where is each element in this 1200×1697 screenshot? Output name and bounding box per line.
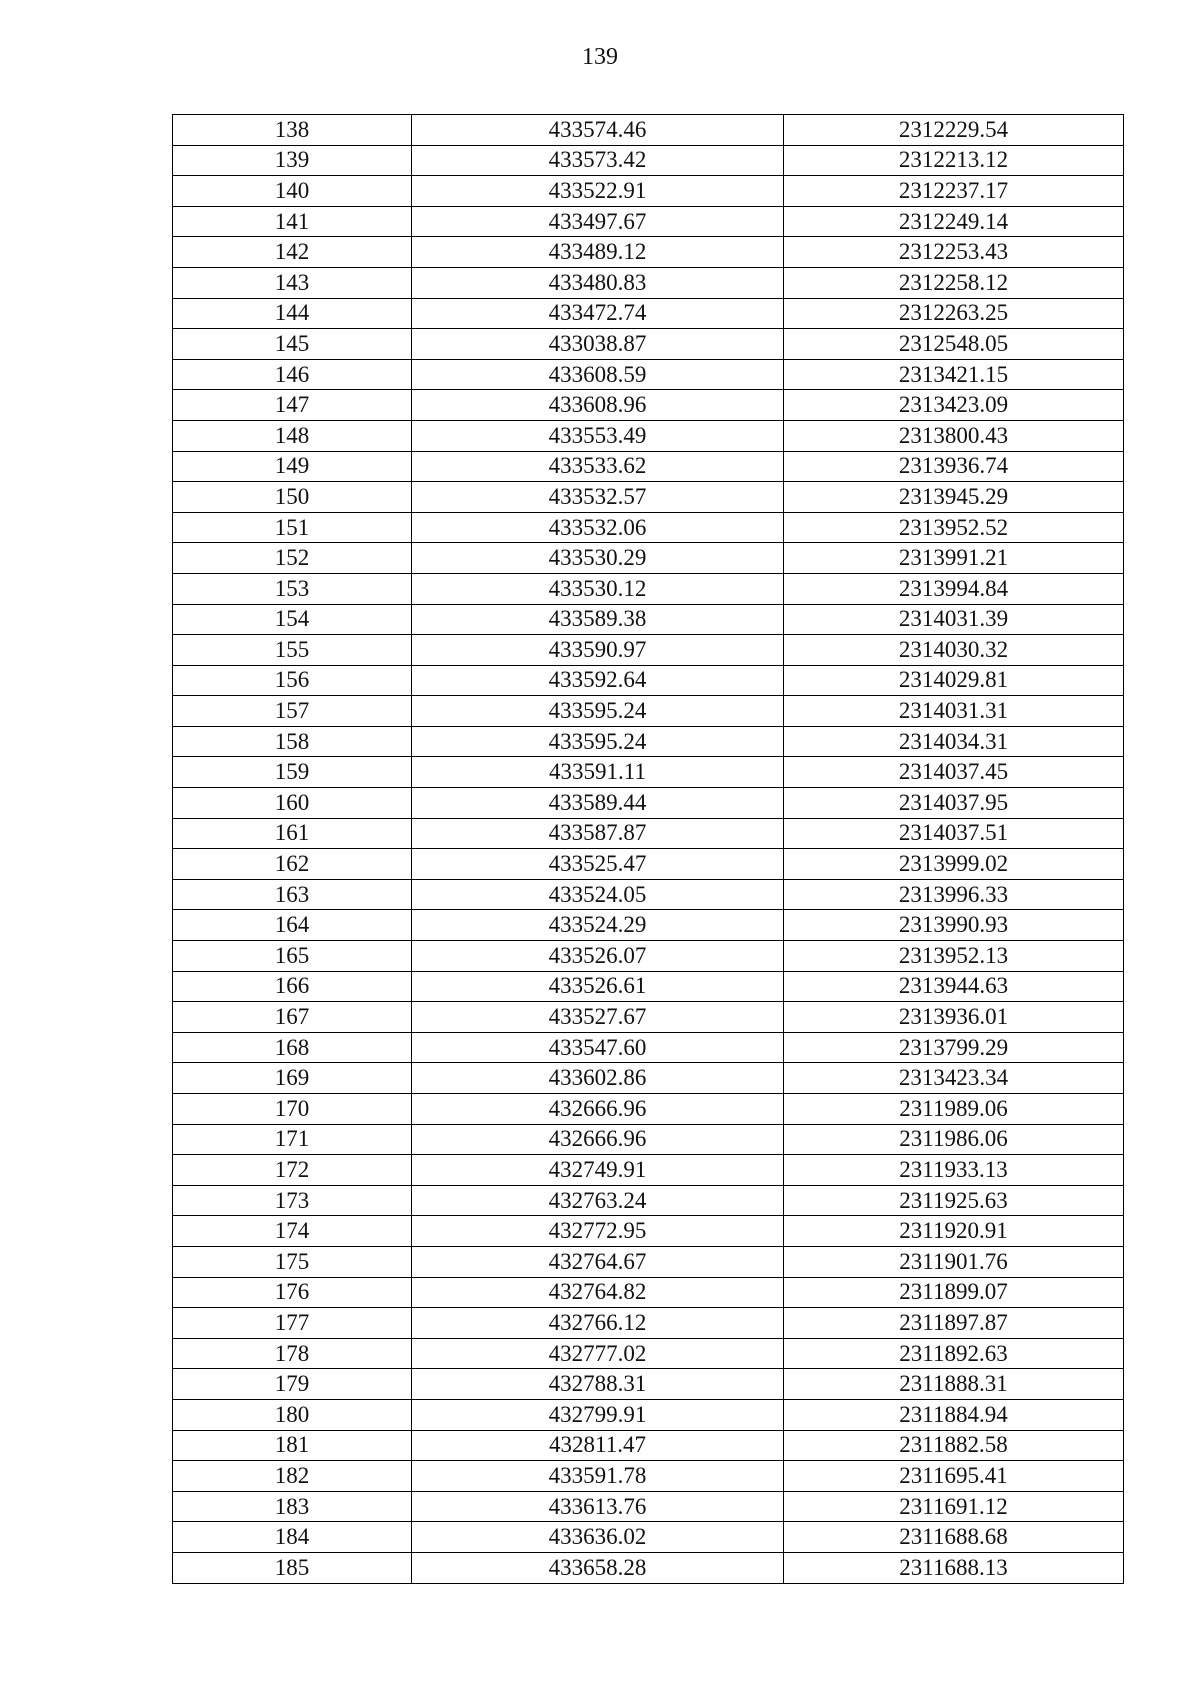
y-coordinate-cell: 2313800.43 bbox=[784, 420, 1124, 451]
y-coordinate-cell: 2314037.45 bbox=[784, 757, 1124, 788]
x-coordinate-cell: 433574.46 bbox=[412, 115, 784, 146]
point-number-cell: 161 bbox=[173, 818, 412, 849]
table-row bbox=[173, 1338, 1124, 1369]
x-coordinate-cell: 433590.97 bbox=[412, 635, 784, 666]
point-number-cell: 148 bbox=[173, 420, 412, 451]
point-number-cell: 184 bbox=[173, 1522, 412, 1553]
table-row bbox=[173, 696, 1124, 727]
table-row bbox=[173, 941, 1124, 972]
y-coordinate-cell: 2312237.17 bbox=[784, 176, 1124, 207]
point-number-cell: 174 bbox=[173, 1216, 412, 1247]
y-coordinate-cell: 2311920.91 bbox=[784, 1216, 1124, 1247]
y-coordinate-cell: 2313990.93 bbox=[784, 910, 1124, 941]
y-coordinate-cell: 2312263.25 bbox=[784, 298, 1124, 329]
table-row bbox=[173, 1094, 1124, 1125]
point-number-cell: 146 bbox=[173, 359, 412, 390]
point-number-cell: 176 bbox=[173, 1277, 412, 1308]
table-row bbox=[173, 1002, 1124, 1033]
x-coordinate-cell: 433533.62 bbox=[412, 451, 784, 482]
coordinate-table-body bbox=[173, 115, 1124, 1584]
point-number-cell: 183 bbox=[173, 1491, 412, 1522]
y-coordinate-cell: 2312249.14 bbox=[784, 206, 1124, 237]
y-coordinate-cell: 2313423.09 bbox=[784, 390, 1124, 421]
point-number-cell: 154 bbox=[173, 604, 412, 635]
point-number-cell: 157 bbox=[173, 696, 412, 727]
x-coordinate-cell: 432788.31 bbox=[412, 1369, 784, 1400]
x-coordinate-cell: 432811.47 bbox=[412, 1430, 784, 1461]
y-coordinate-cell: 2312229.54 bbox=[784, 115, 1124, 146]
y-coordinate-cell: 2311884.94 bbox=[784, 1399, 1124, 1430]
page-number: 139 bbox=[582, 44, 618, 70]
x-coordinate-cell: 432772.95 bbox=[412, 1216, 784, 1247]
point-number-cell: 166 bbox=[173, 971, 412, 1002]
table-row bbox=[173, 390, 1124, 421]
point-number-cell: 152 bbox=[173, 543, 412, 574]
x-coordinate-cell: 433602.86 bbox=[412, 1063, 784, 1094]
table-row bbox=[173, 359, 1124, 390]
table-row bbox=[173, 267, 1124, 298]
y-coordinate-cell: 2311695.41 bbox=[784, 1461, 1124, 1492]
point-number-cell: 142 bbox=[173, 237, 412, 268]
y-coordinate-cell: 2313421.15 bbox=[784, 359, 1124, 390]
x-coordinate-cell: 432777.02 bbox=[412, 1338, 784, 1369]
y-coordinate-cell: 2314031.31 bbox=[784, 696, 1124, 727]
y-coordinate-cell: 2311892.63 bbox=[784, 1338, 1124, 1369]
y-coordinate-cell: 2313999.02 bbox=[784, 849, 1124, 880]
y-coordinate-cell: 2311897.87 bbox=[784, 1308, 1124, 1339]
point-number-cell: 151 bbox=[173, 512, 412, 543]
table-row bbox=[173, 1246, 1124, 1277]
point-number-cell: 143 bbox=[173, 267, 412, 298]
x-coordinate-cell: 433530.12 bbox=[412, 573, 784, 604]
table-row bbox=[173, 1032, 1124, 1063]
table-row bbox=[173, 1522, 1124, 1553]
table-row bbox=[173, 1063, 1124, 1094]
y-coordinate-cell: 2311688.68 bbox=[784, 1522, 1124, 1553]
point-number-cell: 168 bbox=[173, 1032, 412, 1063]
y-coordinate-cell: 2312213.12 bbox=[784, 145, 1124, 176]
x-coordinate-cell: 433608.59 bbox=[412, 359, 784, 390]
y-coordinate-cell: 2313994.84 bbox=[784, 573, 1124, 604]
point-number-cell: 155 bbox=[173, 635, 412, 666]
table-row bbox=[173, 543, 1124, 574]
point-number-cell: 138 bbox=[173, 115, 412, 146]
table-row bbox=[173, 1124, 1124, 1155]
x-coordinate-cell: 433587.87 bbox=[412, 818, 784, 849]
point-number-cell: 163 bbox=[173, 879, 412, 910]
table-row bbox=[173, 635, 1124, 666]
table-row bbox=[173, 176, 1124, 207]
point-number-cell: 179 bbox=[173, 1369, 412, 1400]
x-coordinate-cell: 432766.12 bbox=[412, 1308, 784, 1339]
x-coordinate-cell: 432764.67 bbox=[412, 1246, 784, 1277]
point-number-cell: 153 bbox=[173, 573, 412, 604]
table-row bbox=[173, 1155, 1124, 1186]
point-number-cell: 181 bbox=[173, 1430, 412, 1461]
coordinate-table bbox=[172, 114, 1124, 1584]
y-coordinate-cell: 2311933.13 bbox=[784, 1155, 1124, 1186]
x-coordinate-cell: 433595.24 bbox=[412, 726, 784, 757]
table-row bbox=[173, 1308, 1124, 1339]
x-coordinate-cell: 433525.47 bbox=[412, 849, 784, 880]
y-coordinate-cell: 2311925.63 bbox=[784, 1185, 1124, 1216]
y-coordinate-cell: 2313952.52 bbox=[784, 512, 1124, 543]
x-coordinate-cell: 433608.96 bbox=[412, 390, 784, 421]
point-number-cell: 160 bbox=[173, 788, 412, 819]
x-coordinate-cell: 433592.64 bbox=[412, 665, 784, 696]
x-coordinate-cell: 433591.78 bbox=[412, 1461, 784, 1492]
point-number-cell: 165 bbox=[173, 941, 412, 972]
y-coordinate-cell: 2314030.32 bbox=[784, 635, 1124, 666]
table-row bbox=[173, 1491, 1124, 1522]
table-row bbox=[173, 818, 1124, 849]
y-coordinate-cell: 2313991.21 bbox=[784, 543, 1124, 574]
table-row bbox=[173, 849, 1124, 880]
x-coordinate-cell: 432763.24 bbox=[412, 1185, 784, 1216]
x-coordinate-cell: 433595.24 bbox=[412, 696, 784, 727]
x-coordinate-cell: 433524.29 bbox=[412, 910, 784, 941]
table-row bbox=[173, 604, 1124, 635]
x-coordinate-cell: 433532.57 bbox=[412, 482, 784, 513]
x-coordinate-cell: 433591.11 bbox=[412, 757, 784, 788]
point-number-cell: 169 bbox=[173, 1063, 412, 1094]
y-coordinate-cell: 2311901.76 bbox=[784, 1246, 1124, 1277]
y-coordinate-cell: 2313799.29 bbox=[784, 1032, 1124, 1063]
x-coordinate-cell: 433547.60 bbox=[412, 1032, 784, 1063]
x-coordinate-cell: 433497.67 bbox=[412, 206, 784, 237]
point-number-cell: 173 bbox=[173, 1185, 412, 1216]
x-coordinate-cell: 433589.38 bbox=[412, 604, 784, 635]
y-coordinate-cell: 2313944.63 bbox=[784, 971, 1124, 1002]
point-number-cell: 162 bbox=[173, 849, 412, 880]
table-row bbox=[173, 115, 1124, 146]
y-coordinate-cell: 2311888.31 bbox=[784, 1369, 1124, 1400]
table-row bbox=[173, 512, 1124, 543]
point-number-cell: 150 bbox=[173, 482, 412, 513]
y-coordinate-cell: 2313945.29 bbox=[784, 482, 1124, 513]
x-coordinate-cell: 432666.96 bbox=[412, 1094, 784, 1125]
table-row bbox=[173, 329, 1124, 360]
table-row bbox=[173, 665, 1124, 696]
point-number-cell: 145 bbox=[173, 329, 412, 360]
x-coordinate-cell: 433526.07 bbox=[412, 941, 784, 972]
table-row bbox=[173, 206, 1124, 237]
point-number-cell: 171 bbox=[173, 1124, 412, 1155]
y-coordinate-cell: 2313936.74 bbox=[784, 451, 1124, 482]
point-number-cell: 185 bbox=[173, 1552, 412, 1583]
point-number-cell: 149 bbox=[173, 451, 412, 482]
y-coordinate-cell: 2314034.31 bbox=[784, 726, 1124, 757]
y-coordinate-cell: 2311688.13 bbox=[784, 1552, 1124, 1583]
y-coordinate-cell: 2314029.81 bbox=[784, 665, 1124, 696]
y-coordinate-cell: 2311691.12 bbox=[784, 1491, 1124, 1522]
x-coordinate-cell: 433489.12 bbox=[412, 237, 784, 268]
y-coordinate-cell: 2311882.58 bbox=[784, 1430, 1124, 1461]
x-coordinate-cell: 433532.06 bbox=[412, 512, 784, 543]
table-row bbox=[173, 1552, 1124, 1583]
x-coordinate-cell: 433636.02 bbox=[412, 1522, 784, 1553]
y-coordinate-cell: 2313423.34 bbox=[784, 1063, 1124, 1094]
point-number-cell: 172 bbox=[173, 1155, 412, 1186]
x-coordinate-cell: 433553.49 bbox=[412, 420, 784, 451]
table-row bbox=[173, 910, 1124, 941]
y-coordinate-cell: 2313936.01 bbox=[784, 1002, 1124, 1033]
y-coordinate-cell: 2311989.06 bbox=[784, 1094, 1124, 1125]
table-row bbox=[173, 757, 1124, 788]
table-row bbox=[173, 1216, 1124, 1247]
point-number-cell: 180 bbox=[173, 1399, 412, 1430]
x-coordinate-cell: 433589.44 bbox=[412, 788, 784, 819]
table-row bbox=[173, 298, 1124, 329]
point-number-cell: 167 bbox=[173, 1002, 412, 1033]
table-row bbox=[173, 726, 1124, 757]
point-number-cell: 159 bbox=[173, 757, 412, 788]
x-coordinate-cell: 433527.67 bbox=[412, 1002, 784, 1033]
table-row bbox=[173, 1399, 1124, 1430]
point-number-cell: 144 bbox=[173, 298, 412, 329]
x-coordinate-cell: 433613.76 bbox=[412, 1491, 784, 1522]
table-row bbox=[173, 145, 1124, 176]
y-coordinate-cell: 2312258.12 bbox=[784, 267, 1124, 298]
x-coordinate-cell: 432764.82 bbox=[412, 1277, 784, 1308]
point-number-cell: 177 bbox=[173, 1308, 412, 1339]
y-coordinate-cell: 2314031.39 bbox=[784, 604, 1124, 635]
point-number-cell: 182 bbox=[173, 1461, 412, 1492]
point-number-cell: 175 bbox=[173, 1246, 412, 1277]
table-row bbox=[173, 1185, 1124, 1216]
y-coordinate-cell: 2313952.13 bbox=[784, 941, 1124, 972]
point-number-cell: 147 bbox=[173, 390, 412, 421]
point-number-cell: 156 bbox=[173, 665, 412, 696]
table-row bbox=[173, 573, 1124, 604]
point-number-cell: 139 bbox=[173, 145, 412, 176]
table-row bbox=[173, 1277, 1124, 1308]
x-coordinate-cell: 433573.42 bbox=[412, 145, 784, 176]
table-row bbox=[173, 879, 1124, 910]
y-coordinate-cell: 2314037.95 bbox=[784, 788, 1124, 819]
point-number-cell: 158 bbox=[173, 726, 412, 757]
table-row bbox=[173, 1369, 1124, 1400]
y-coordinate-cell: 2311899.07 bbox=[784, 1277, 1124, 1308]
y-coordinate-cell: 2313996.33 bbox=[784, 879, 1124, 910]
x-coordinate-cell: 432749.91 bbox=[412, 1155, 784, 1186]
table-row bbox=[173, 237, 1124, 268]
y-coordinate-cell: 2312548.05 bbox=[784, 329, 1124, 360]
table-row bbox=[173, 451, 1124, 482]
point-number-cell: 170 bbox=[173, 1094, 412, 1125]
table-row bbox=[173, 482, 1124, 513]
x-coordinate-cell: 433480.83 bbox=[412, 267, 784, 298]
x-coordinate-cell: 433524.05 bbox=[412, 879, 784, 910]
x-coordinate-cell: 433530.29 bbox=[412, 543, 784, 574]
y-coordinate-cell: 2314037.51 bbox=[784, 818, 1124, 849]
point-number-cell: 140 bbox=[173, 176, 412, 207]
point-number-cell: 164 bbox=[173, 910, 412, 941]
x-coordinate-cell: 433522.91 bbox=[412, 176, 784, 207]
x-coordinate-cell: 433038.87 bbox=[412, 329, 784, 360]
x-coordinate-cell: 433472.74 bbox=[412, 298, 784, 329]
x-coordinate-cell: 432666.96 bbox=[412, 1124, 784, 1155]
point-number-cell: 141 bbox=[173, 206, 412, 237]
table-row bbox=[173, 788, 1124, 819]
point-number-cell: 178 bbox=[173, 1338, 412, 1369]
table-row bbox=[173, 420, 1124, 451]
table-row bbox=[173, 1430, 1124, 1461]
x-coordinate-cell: 433658.28 bbox=[412, 1552, 784, 1583]
table-row bbox=[173, 1461, 1124, 1492]
table-row bbox=[173, 971, 1124, 1002]
y-coordinate-cell: 2312253.43 bbox=[784, 237, 1124, 268]
y-coordinate-cell: 2311986.06 bbox=[784, 1124, 1124, 1155]
x-coordinate-cell: 433526.61 bbox=[412, 971, 784, 1002]
x-coordinate-cell: 432799.91 bbox=[412, 1399, 784, 1430]
